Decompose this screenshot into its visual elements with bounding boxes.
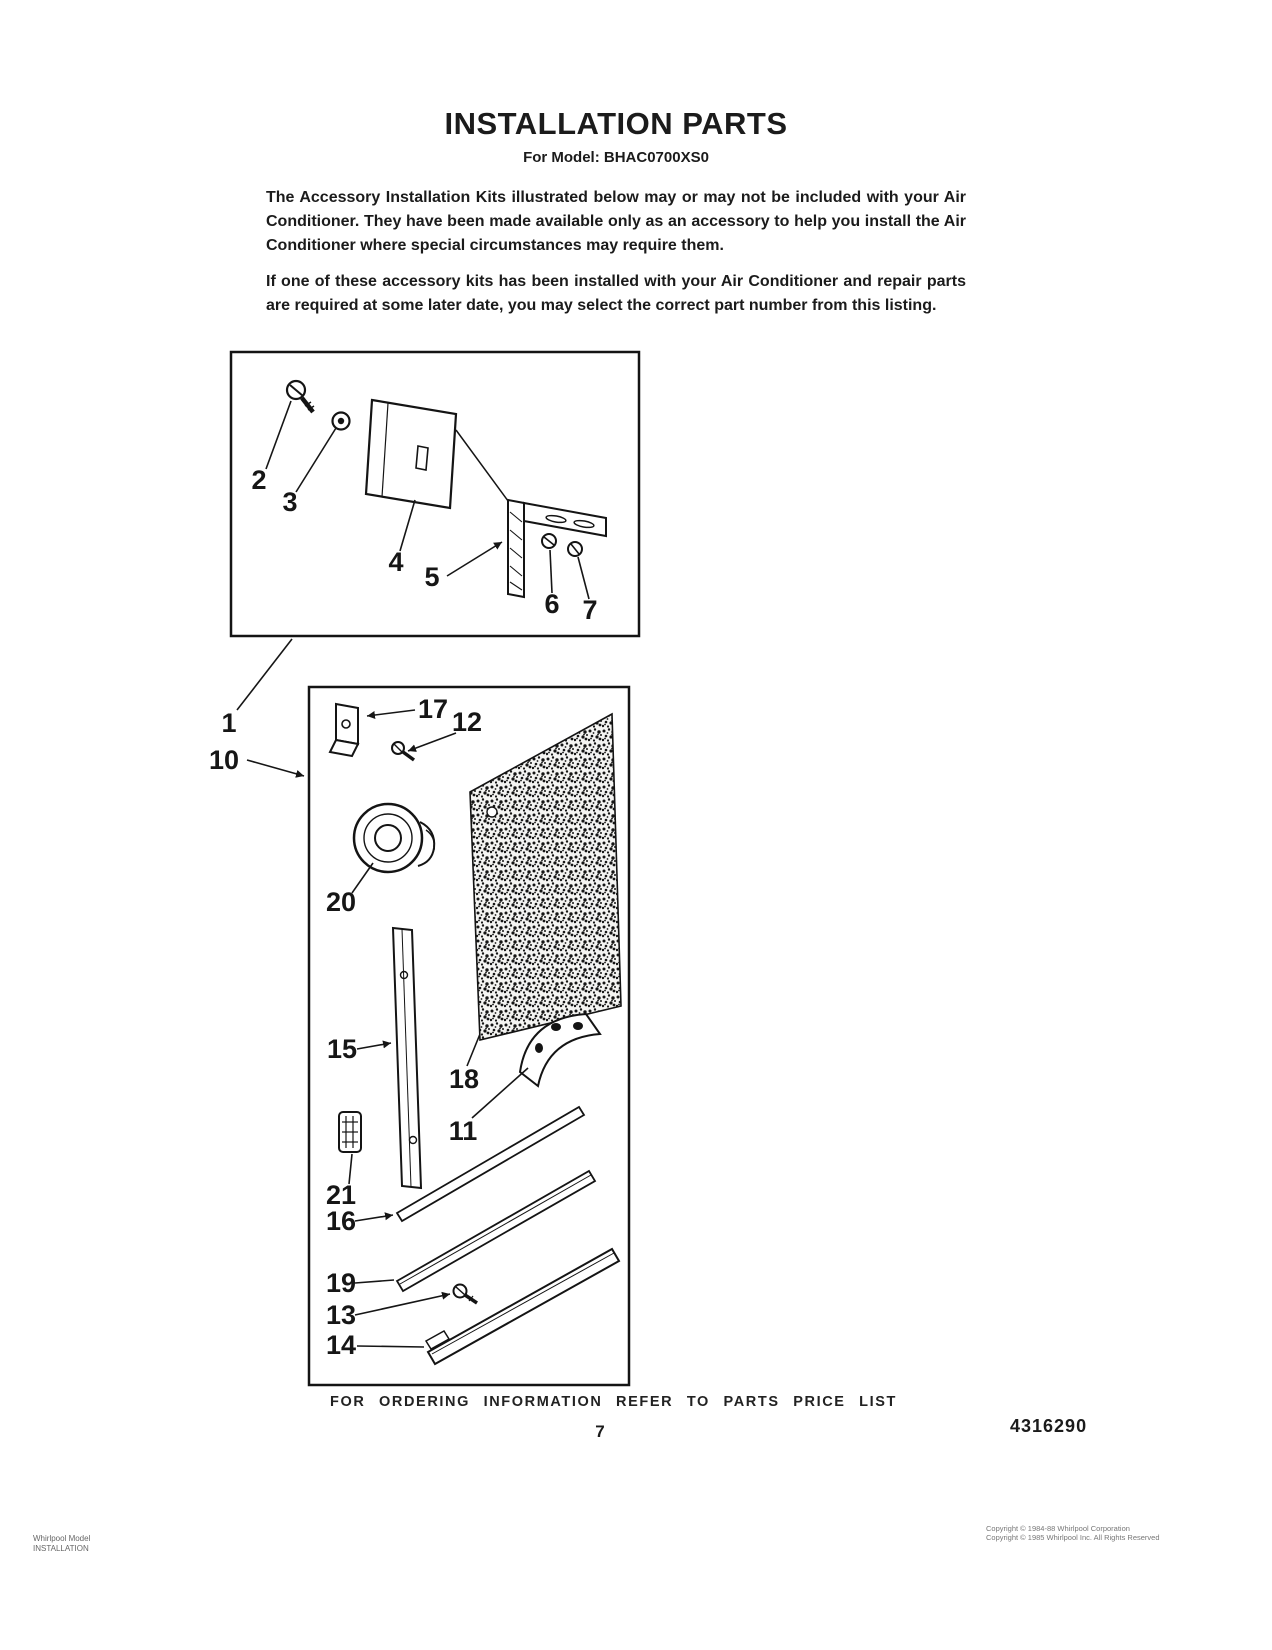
footer-right bbox=[986, 1524, 1160, 1542]
part-strip-19 bbox=[397, 1171, 595, 1291]
callout-2: 2 bbox=[251, 465, 267, 495]
leader-15 bbox=[357, 1043, 391, 1049]
leader-6 bbox=[550, 550, 552, 593]
part-tape-roll-20 bbox=[354, 804, 434, 872]
footer-right-line2: Copyright © 1985 Whirlpool Inc. All Rights Reserved bbox=[986, 1533, 1160, 1542]
page-title: INSTALLATION PARTS bbox=[444, 106, 788, 141]
footer-left-line2: INSTALLATION bbox=[33, 1544, 89, 1553]
leader-14 bbox=[357, 1346, 424, 1347]
leader-5 bbox=[447, 542, 502, 576]
page-number: 7 bbox=[595, 1422, 605, 1441]
callout-11: 11 bbox=[448, 1116, 478, 1146]
ordering-note: FOR ORDERING INFORMATION REFER TO PARTS PRICE LIST bbox=[330, 1394, 897, 1410]
callout-6: 6 bbox=[544, 589, 560, 619]
part-screw-13 bbox=[454, 1285, 478, 1304]
part-bracket-5 bbox=[508, 500, 606, 597]
part-washer-3 bbox=[333, 413, 350, 430]
kit-box-1 bbox=[231, 352, 639, 636]
leader-13 bbox=[355, 1294, 450, 1315]
kit-box-2 bbox=[309, 687, 629, 1385]
callout-1: 1 bbox=[221, 708, 237, 738]
part-panel-4 bbox=[366, 400, 522, 520]
leader-7 bbox=[578, 557, 589, 599]
callout-4: 4 bbox=[388, 547, 404, 577]
leader-3 bbox=[296, 428, 336, 492]
leader-2 bbox=[266, 401, 291, 469]
leader-19 bbox=[355, 1280, 394, 1283]
leader-16 bbox=[355, 1215, 393, 1221]
footer-right-line1: Copyright © 1984-88 Whirlpool Corporation bbox=[986, 1524, 1130, 1533]
callout-19: 19 bbox=[325, 1268, 357, 1298]
doc-number: 4316290 bbox=[1010, 1416, 1088, 1436]
callout-15: 15 bbox=[326, 1034, 358, 1064]
callout-10: 10 bbox=[208, 745, 240, 775]
part-screw-12 bbox=[392, 742, 414, 760]
part-foam-panel-18 bbox=[470, 714, 621, 1040]
leader-12 bbox=[408, 733, 456, 751]
intro-paragraph-1: The Accessory Installation Kits illustrated below may or may not be included with your Air Conditioner. They have been made available only as an accessory to help you install the Air Conditioner where special circumstances may require them. bbox=[266, 189, 966, 254]
callout-5: 5 bbox=[424, 562, 440, 592]
callout-18: 18 bbox=[448, 1064, 480, 1094]
page-subtitle: For Model: BHAC0700XS0 bbox=[523, 149, 709, 166]
leader-10 bbox=[247, 760, 304, 776]
callout-3: 3 bbox=[282, 487, 298, 517]
part-channel-15 bbox=[393, 928, 421, 1188]
part-screw-2 bbox=[287, 381, 314, 412]
intro-paragraph-2: If one of these accessory kits has been installed with your Air Conditioner and repair parts are required at some later date, you may select the correct part number from this listing. bbox=[266, 273, 966, 314]
leader-17 bbox=[367, 710, 415, 716]
callout-21: 21 bbox=[325, 1180, 357, 1210]
part-rail-14 bbox=[426, 1249, 619, 1364]
callout-7: 7 bbox=[582, 595, 598, 625]
leader-11 bbox=[472, 1068, 528, 1118]
part-grommet-21 bbox=[339, 1112, 361, 1152]
part-screw-6 bbox=[542, 534, 556, 548]
leader-1 bbox=[237, 639, 292, 710]
part-bracket-17 bbox=[330, 704, 358, 756]
callout-20: 20 bbox=[325, 887, 357, 917]
callout-13: 13 bbox=[325, 1300, 357, 1330]
leader-4 bbox=[400, 500, 415, 551]
part-screw-7 bbox=[568, 542, 582, 556]
callout-12: 12 bbox=[451, 707, 483, 737]
leader-18 bbox=[467, 1034, 480, 1066]
callout-14: 14 bbox=[325, 1330, 357, 1360]
footer-left bbox=[33, 1534, 90, 1554]
footer-left-line1: Whirlpool Model bbox=[33, 1534, 91, 1543]
callout-16: 16 bbox=[325, 1206, 357, 1236]
callout-17: 17 bbox=[417, 694, 449, 724]
